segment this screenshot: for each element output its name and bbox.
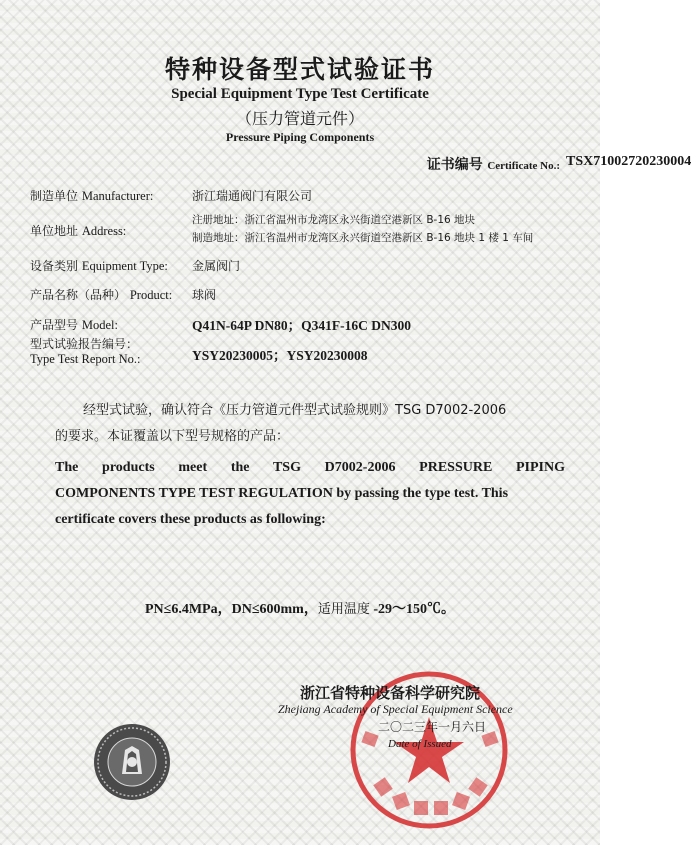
address-row: [30, 222, 126, 239]
report-no-label-zh: 型式试验报告编号：: [30, 337, 139, 351]
product-spec: [0, 598, 600, 618]
issue-date-zh: 二〇二三年一月六日: [378, 720, 487, 734]
certificate-number: [426, 154, 691, 174]
report-no-value: YSY20230005；YSY20230008: [192, 348, 368, 363]
manufacturer-row: [30, 187, 153, 204]
model-row: [30, 316, 118, 333]
product-value: 球阀: [192, 288, 217, 302]
spec-temp-label: 适用温度: [317, 602, 370, 617]
address-manufacturing: 制造地址：浙江省温州市龙湾区永兴街道空港新区 B-16 地块 1 楼 1 车间: [192, 232, 534, 244]
body-zh-line2: 的要求。本证覆盖以下型号规格的产品：: [55, 429, 290, 444]
manufacturer-label-zh: 制造单位: [30, 189, 79, 203]
equipment-type-row: [30, 257, 168, 274]
title-en: Special Equipment Type Test Certificate: [171, 86, 429, 102]
issue-date-en: Date of Issued: [388, 738, 452, 750]
body-en-paragraph: [55, 455, 565, 533]
body-en-line2: COMPONENTS TYPE TEST REGULATION by passing the type test. This: [55, 486, 509, 501]
title-zh: 特种设备型式试验证书: [164, 55, 435, 84]
certificate-no-label-zh: 证书编号: [426, 157, 483, 173]
subtitle-en: Pressure Piping Components: [225, 130, 375, 144]
certificate-no-label-en: Certificate No.:: [487, 160, 560, 172]
certificate-no-value: TSX71002720230004: [566, 154, 691, 169]
body-en-line1: The products meet the TSG D7002-2006 PRESSURE PIPING: [55, 460, 565, 475]
model-value: Q41N-64P DN80；Q341F-16C DN300: [192, 318, 411, 333]
model-label-en: Model:: [81, 318, 118, 332]
issuer-name-en: Zhejiang Academy of Special Equipment Science: [278, 702, 513, 716]
subtitle-zh: （压力管道元件）: [235, 109, 364, 128]
equipment-type-label-zh: 设备类别: [30, 259, 79, 273]
equipment-type-label-en: Equipment Type:: [81, 259, 168, 273]
spec-main: PN≤6.4MPa，DN≤600mm，: [144, 602, 318, 617]
address-registered: 注册地址：浙江省温州市龙湾区永兴街道空港新区 B-16 地块: [192, 214, 476, 226]
product-row: [30, 286, 172, 303]
model-label-zh: 产品型号: [30, 318, 79, 332]
address-label-en: Address:: [81, 224, 127, 238]
body-en-line3: certificate covers these products as following:: [55, 512, 326, 527]
body-zh-line1: 经型式试验，确认符合《压力管道元件型式试验规则》TSG D7002-2006: [83, 403, 507, 418]
equipment-type-value: 金属阀门: [192, 259, 241, 273]
manufacturer-label-en: Manufacturer:: [81, 189, 154, 203]
spec-temp-range: -29～150℃。: [369, 602, 456, 617]
anti-counterfeit-seal-icon: [92, 722, 172, 802]
report-no-label-en: Type Test Report No.:: [30, 352, 141, 366]
product-label-en: Product:: [129, 288, 173, 302]
issuer-name-zh: 浙江省特种设备科学研究院: [300, 684, 481, 702]
product-label-zh: 产品名称（品种）: [30, 288, 127, 302]
address-label-zh: 单位地址: [30, 224, 79, 238]
manufacturer-value: 浙江瑞通阀门有限公司: [192, 189, 313, 203]
